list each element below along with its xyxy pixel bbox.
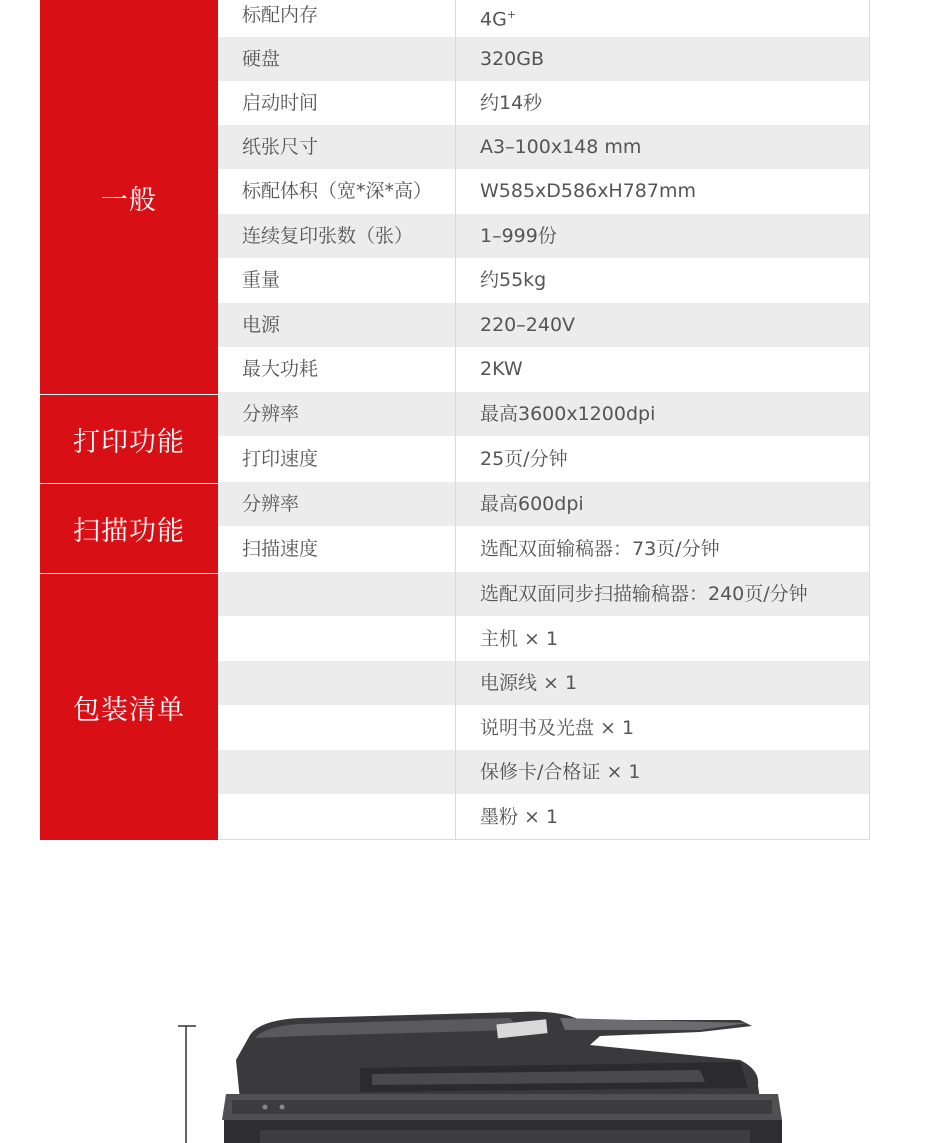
table-row [218, 214, 870, 258]
category-label: 一般 [101, 184, 157, 216]
spec-value: 320GB [480, 48, 545, 70]
table-row [218, 169, 870, 213]
table-row [218, 258, 870, 302]
category-scan [40, 484, 218, 573]
spec-value: A3–100x148 mm [480, 136, 642, 158]
spec-value: 4G+ [480, 8, 517, 31]
spec-value: W585xD586xH787mm [480, 180, 697, 202]
spec-value: 最高3600x1200dpi [480, 403, 656, 425]
spec-value: 主机 × 1 [480, 628, 559, 650]
category-general [40, 0, 218, 394]
spec-value: 说明书及光盘 × 1 [480, 717, 635, 739]
table-row [218, 617, 870, 661]
spec-value: 选配双面输稿器：73页/分钟 [480, 538, 720, 560]
column-divider [455, 0, 456, 840]
spec-name: 电源 [242, 314, 281, 336]
spec-name: 最大功耗 [242, 358, 319, 380]
table-row [218, 482, 870, 526]
spec-value: 220–240V [480, 314, 576, 336]
spec-value: 电源线 × 1 [480, 672, 578, 694]
table-row [218, 81, 870, 125]
table-right-border [869, 0, 870, 840]
table-row [218, 0, 870, 37]
spec-name: 打印速度 [242, 448, 319, 470]
table-row [218, 303, 870, 347]
spec-value: 保修卡/合格证 × 1 [480, 761, 641, 783]
spec-name: 标配内存 [242, 4, 319, 26]
category-print [40, 395, 218, 483]
spec-value: 选配双面同步扫描输稿器：240页/分钟 [480, 583, 808, 605]
category-package [40, 574, 218, 840]
spec-value: 墨粉 × 1 [480, 806, 559, 828]
table-row [218, 527, 870, 571]
spec-name: 纸张尺寸 [242, 136, 319, 158]
spec-name: 标配体积（宽*深*高） [242, 180, 433, 202]
spec-name: 重量 [242, 269, 281, 291]
category-label: 扫描功能 [73, 516, 185, 547]
spec-value: 约55kg [480, 269, 547, 291]
category-label: 包装清单 [73, 694, 185, 726]
spec-name: 连续复印张数（张） [242, 225, 414, 247]
table-bottom-border [218, 839, 870, 840]
spec-value: 约14秒 [480, 92, 543, 114]
spec-value: 1–999份 [480, 225, 557, 247]
table-row [218, 706, 870, 750]
spec-name: 硬盘 [242, 48, 281, 70]
spec-name: 分辨率 [242, 493, 300, 515]
spec-value: 最高600dpi [480, 493, 584, 515]
table-row [218, 392, 870, 436]
table-row [218, 37, 870, 81]
table-row [218, 572, 870, 616]
copier-photo [0, 990, 931, 1143]
table-row [218, 347, 870, 391]
table-row [218, 125, 870, 169]
spec-name: 启动时间 [242, 92, 319, 114]
spec-name: 分辨率 [242, 403, 300, 425]
spec-value: 2KW [480, 358, 523, 380]
table-row [218, 661, 870, 705]
table-row [218, 750, 870, 794]
table-row [218, 795, 870, 839]
spec-name: 扫描速度 [242, 538, 319, 560]
table-row [218, 437, 870, 481]
spec-value: 25页/分钟 [480, 448, 568, 470]
category-label: 打印功能 [73, 426, 185, 458]
